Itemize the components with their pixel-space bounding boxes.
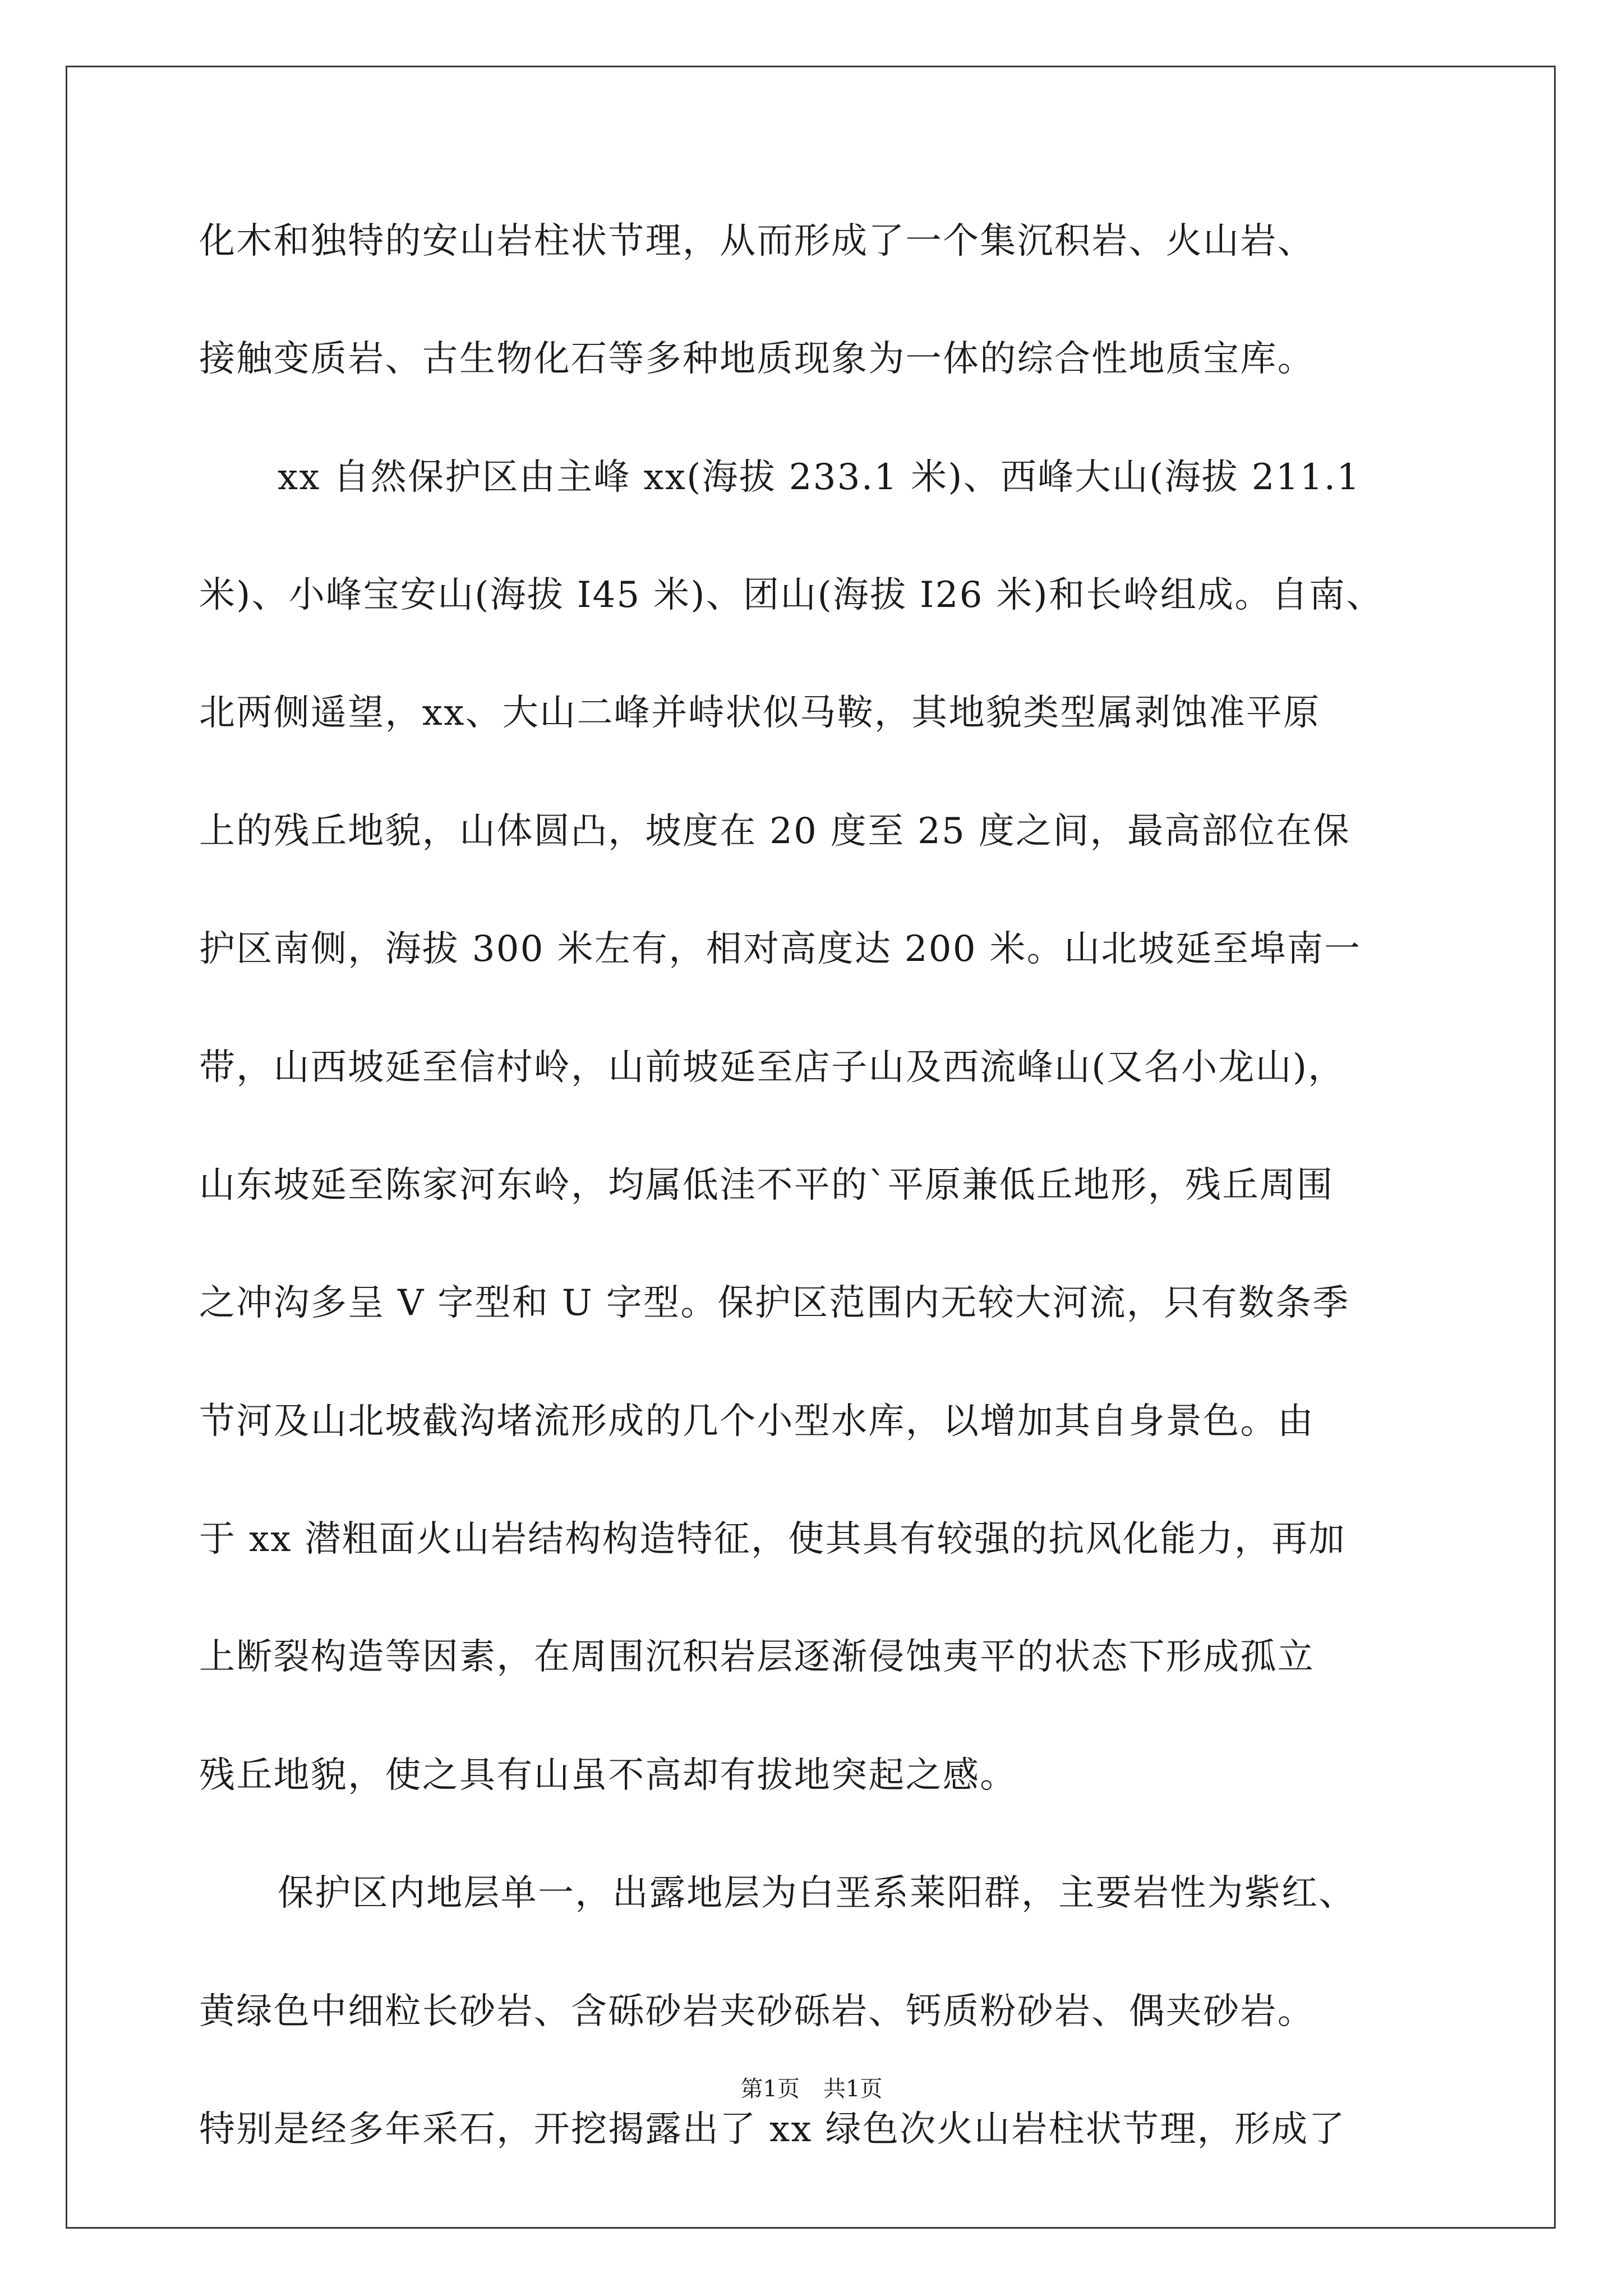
text-line: 之冲沟多呈 V 字型和 U 字型。保护区范围内无较大河流，只有数条季 xyxy=(199,1282,1350,1324)
paragraph-start-line: xx 自然保护区由主峰 xx(海拔 233.1 米)、西峰大山(海拔 211.1 xyxy=(278,457,1361,498)
paragraph-start-line: 保护区内地层单一，出露地层为白垩系莱阳群，主要岩性为紫红、 xyxy=(278,1872,1356,1914)
text-line: 米)、小峰宝安山(海拔 I45 米)、团山(海拔 I26 米)和长岭组成。自南、 xyxy=(199,574,1384,616)
page-number: 第1页 xyxy=(740,2076,800,2102)
text-line: 护区南侧，海拔 300 米左有，相对高度达 200 米。山北坡延至埠南一 xyxy=(199,928,1362,970)
text-line: 于 xx 潜粗面火山岩结构构造特征，使其具有较强的抗风化能力，再加 xyxy=(199,1519,1346,1560)
text-line: 残丘地貌，使之具有山虽不高却有拔地突起之感。 xyxy=(199,1755,1017,1796)
text-line: 山东坡延至陈家河东岭，均属低洼不平的`平原兼低丘地形，残丘周围 xyxy=(199,1165,1334,1206)
text-line: 上断裂构造等因素，在周围沉积岩层逐渐侵蚀夷平的状态下形成孤立 xyxy=(199,1636,1315,1678)
text-line: 黄绿色中细粒长砂岩、含砾砂岩夹砂砾岩、钙质粉砂岩、偶夹砂岩。 xyxy=(199,1991,1315,2032)
text-line: 节河及山北坡截沟堵流形成的几个小型水库，以增加其自身景色。由 xyxy=(199,1401,1315,1442)
page-total: 共1页 xyxy=(823,2076,883,2102)
text-line: 化木和独特的安山岩柱状节理，从而形成了一个集沉积岩、火山岩、 xyxy=(199,220,1315,262)
text-line: 北两侧遥望，xx、大山二峰并峙状似马鞍，其地貌类型属剥蚀准平原 xyxy=(199,692,1321,734)
text-line: 特别是经多年采石，开挖揭露出了 xx 绿色次火山岩柱状节理，形成了 xyxy=(199,2109,1346,2150)
text-line: 带，山西坡延至信村岭，山前坡延至店子山及西流峰山(又名小龙山)， xyxy=(199,1047,1345,1088)
text-line: 接触变质岩、古生物化石等多种地质现象为一体的综合性地质宝库。 xyxy=(199,338,1315,380)
page-footer xyxy=(0,2076,1623,2102)
text-line: 上的残丘地貌，山体圆凸，坡度在 20 度至 25 度之间，最高部位在保 xyxy=(199,811,1350,852)
